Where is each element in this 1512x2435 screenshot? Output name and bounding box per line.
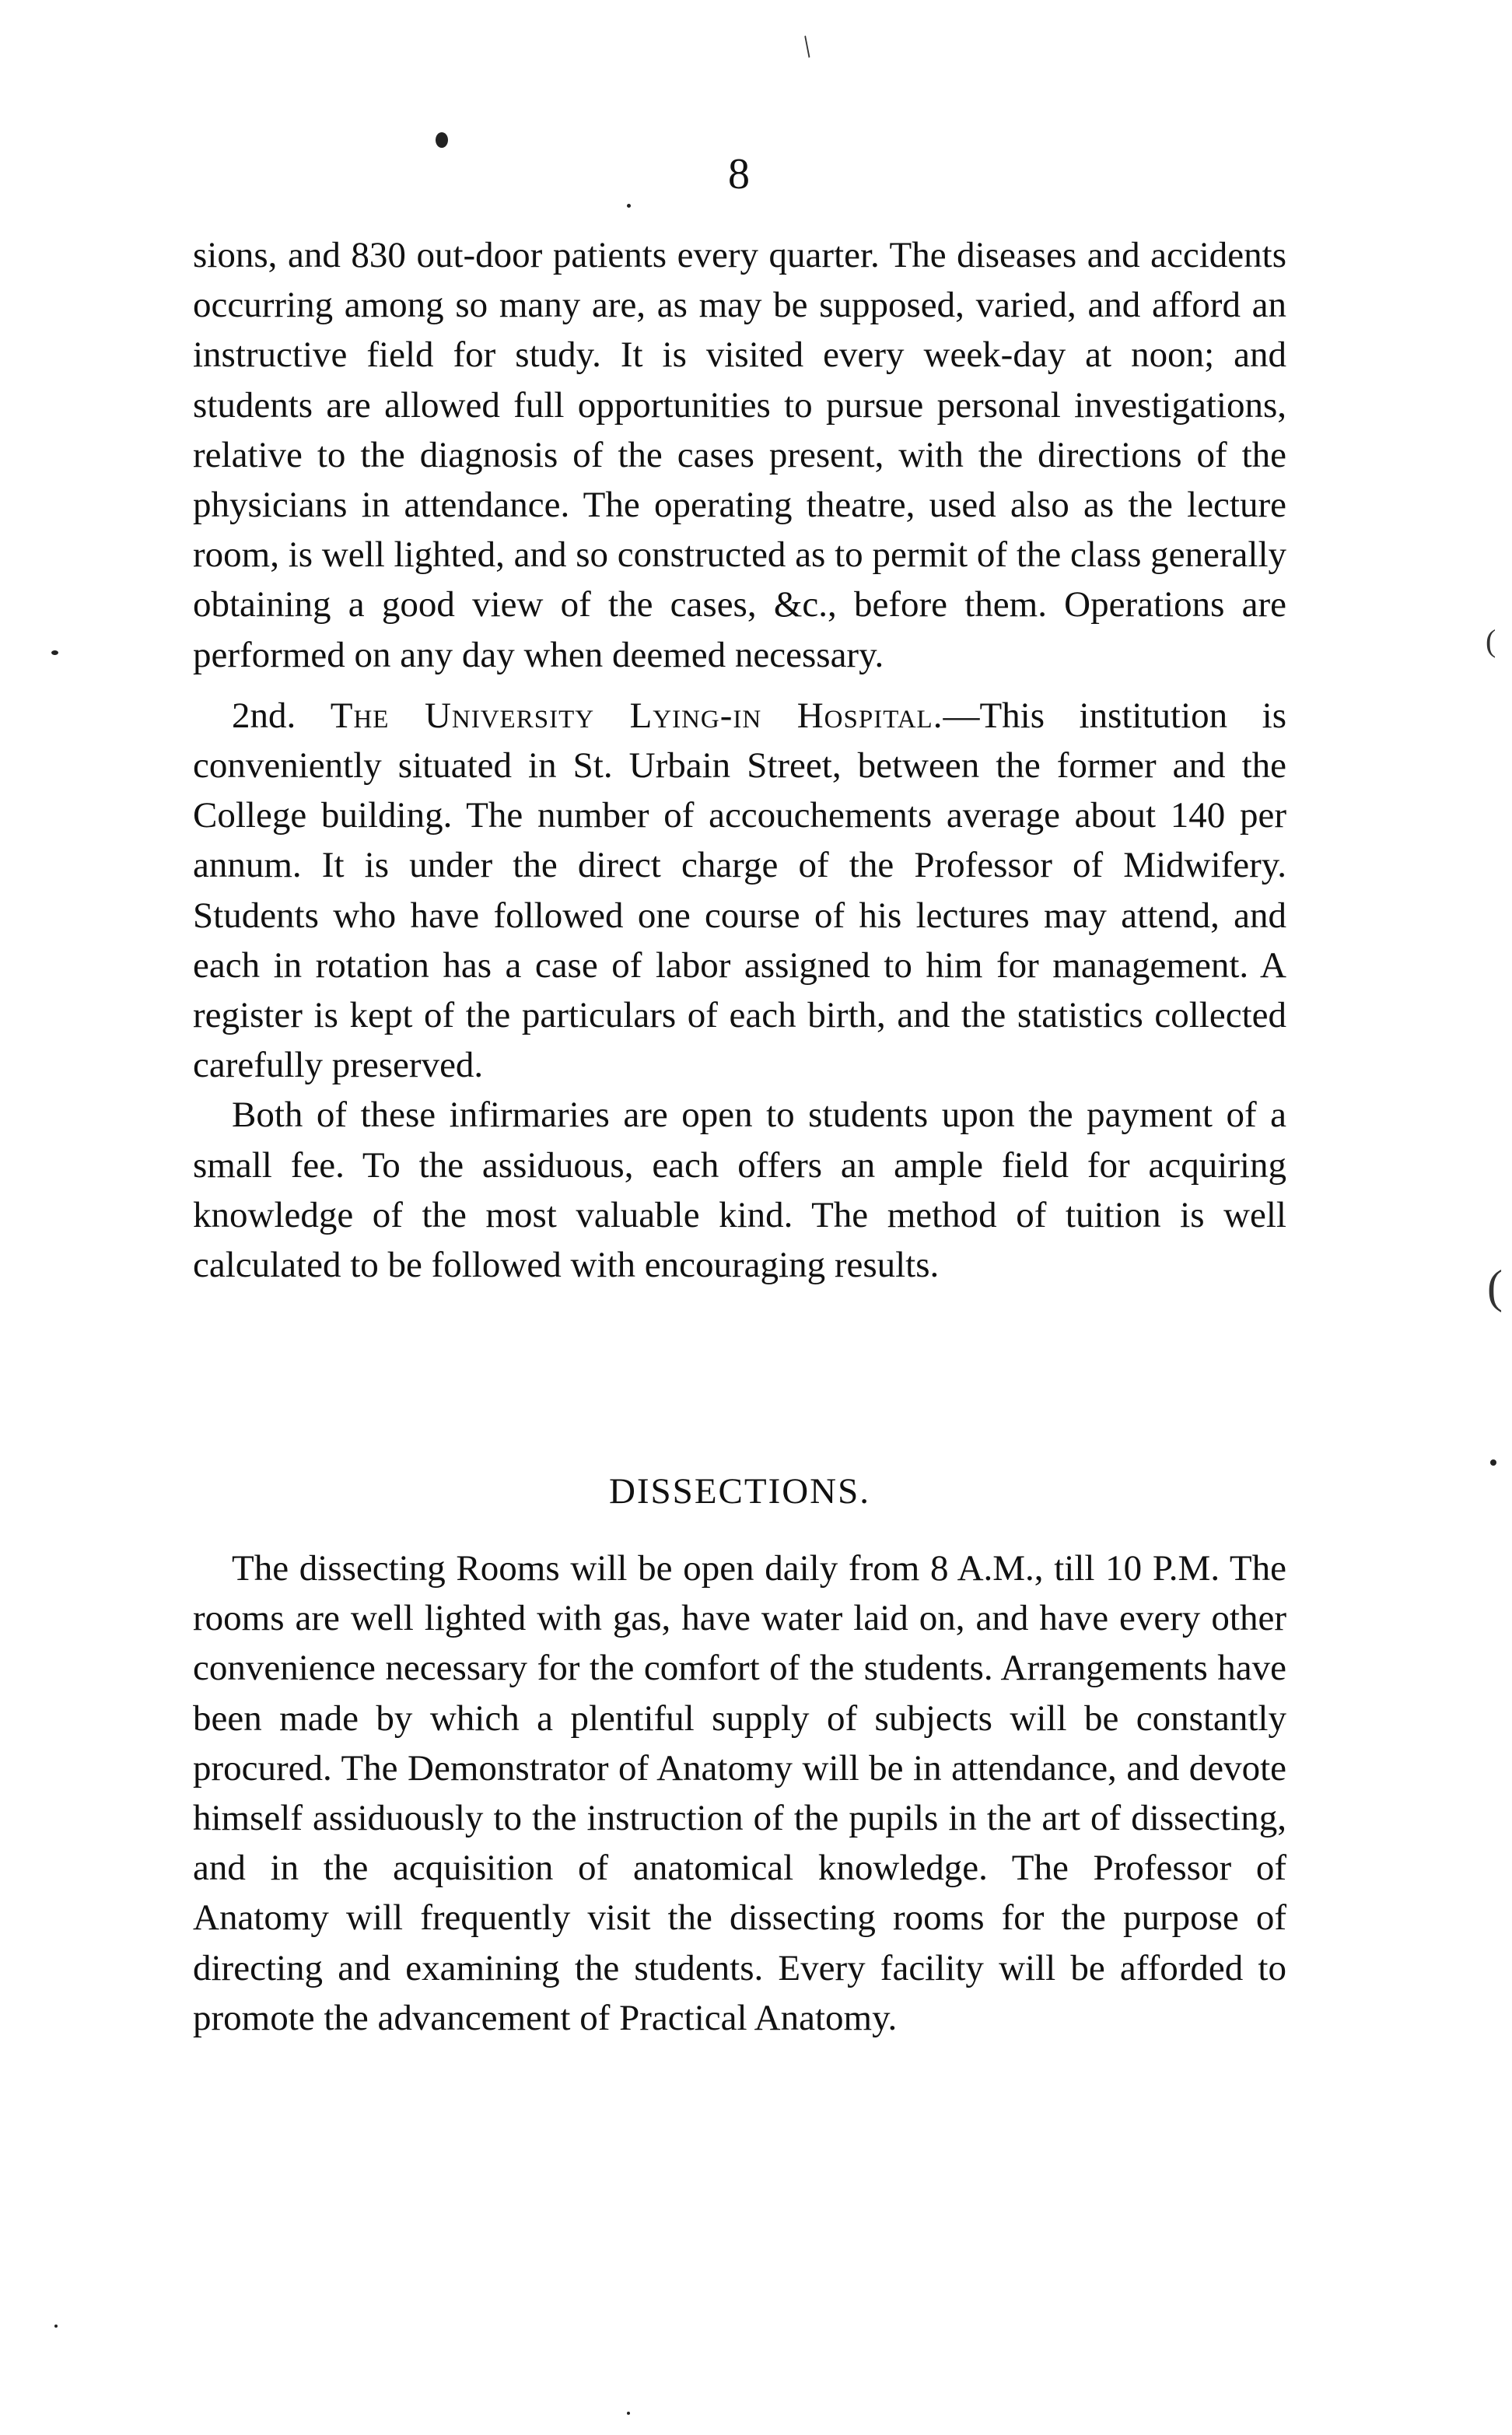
scan-speck — [54, 2325, 58, 2328]
paragraph-text: —This institution is conveniently situated in St. Urbain Street, between the former and the College building. The number of accouchements average about 140 per annum. It is under the direct charge of the Professor of Midwifery. Students who have followed one course of his lectures may attend, and each in rotation has a case of labor assigned to him for management. A register is kept of the particulars of each birth, and the statistics collected carefully preserved. — [193, 695, 1287, 1086]
body-text-dissections — [193, 1543, 1286, 2043]
scan-speck — [1490, 1459, 1496, 1466]
scan-mark: ( — [1487, 1261, 1503, 1312]
paragraph-lying-in-hospital — [193, 691, 1286, 1091]
scan-speck — [436, 132, 448, 148]
paragraph-infirmaries: Both of these infirmaries are open to students upon the payment of a small fee. To the assiduous, each offers an ample field for acquiring knowledge of the most valuable kind. The method of tuition is well calculated to be followed with encouraging results. — [193, 1095, 1286, 1286]
paragraph-number: 2nd. — [232, 695, 296, 736]
institution-name: The University Lying-in Hospital. — [330, 695, 943, 736]
paragraph-out-door-patients: sions, and 830 out-door patients every quarter. The diseases and accidents occurring among so many are, as may be supposed, varied, and afford an instructive field for study. It is visited every week-day at noon; and students are allowed full opportunities to pursue personal investigations, relative to the diagnosis of the cases present, with the directions of the physicians in attendance. The operating theatre, used also as the lecture room, is well lighted, and so constructed as to permit of the class generally obtaining a good view of the cases, &c., before them. Operations are performed on any day when deemed necessary. — [193, 235, 1286, 675]
scan-mark: ( — [1486, 623, 1496, 658]
body-text-top — [193, 230, 1286, 1290]
scan-speck — [627, 204, 631, 208]
scan-mark: / — [794, 29, 820, 64]
scan-speck — [627, 2412, 630, 2415]
scan-speck — [51, 650, 58, 655]
paragraph-dissecting-rooms: The dissecting Rooms will be open daily from 8 A.M., till 10 P.M. The rooms are well lighted with gas, have water laid on, and have every other convenience necessary for the comfort of the students. Arrangements have been made by which a plentiful supply of subjects will be constantly procured. The Demonstrator of Anatomy will be in attendance, and devote himself assiduously to the instruction of the pupils in the art of dissecting, and in the acquisition of anatomical knowledge. The Professor of Anatomy will frequently visit the dissecting rooms for the purpose of directing and examining the students. Every facility will be afforded to promote the advancement of Practical Anatomy. — [193, 1548, 1286, 2038]
page-number: 8 — [728, 150, 750, 198]
section-heading: DISSECTIONS. — [608, 1471, 871, 1512]
